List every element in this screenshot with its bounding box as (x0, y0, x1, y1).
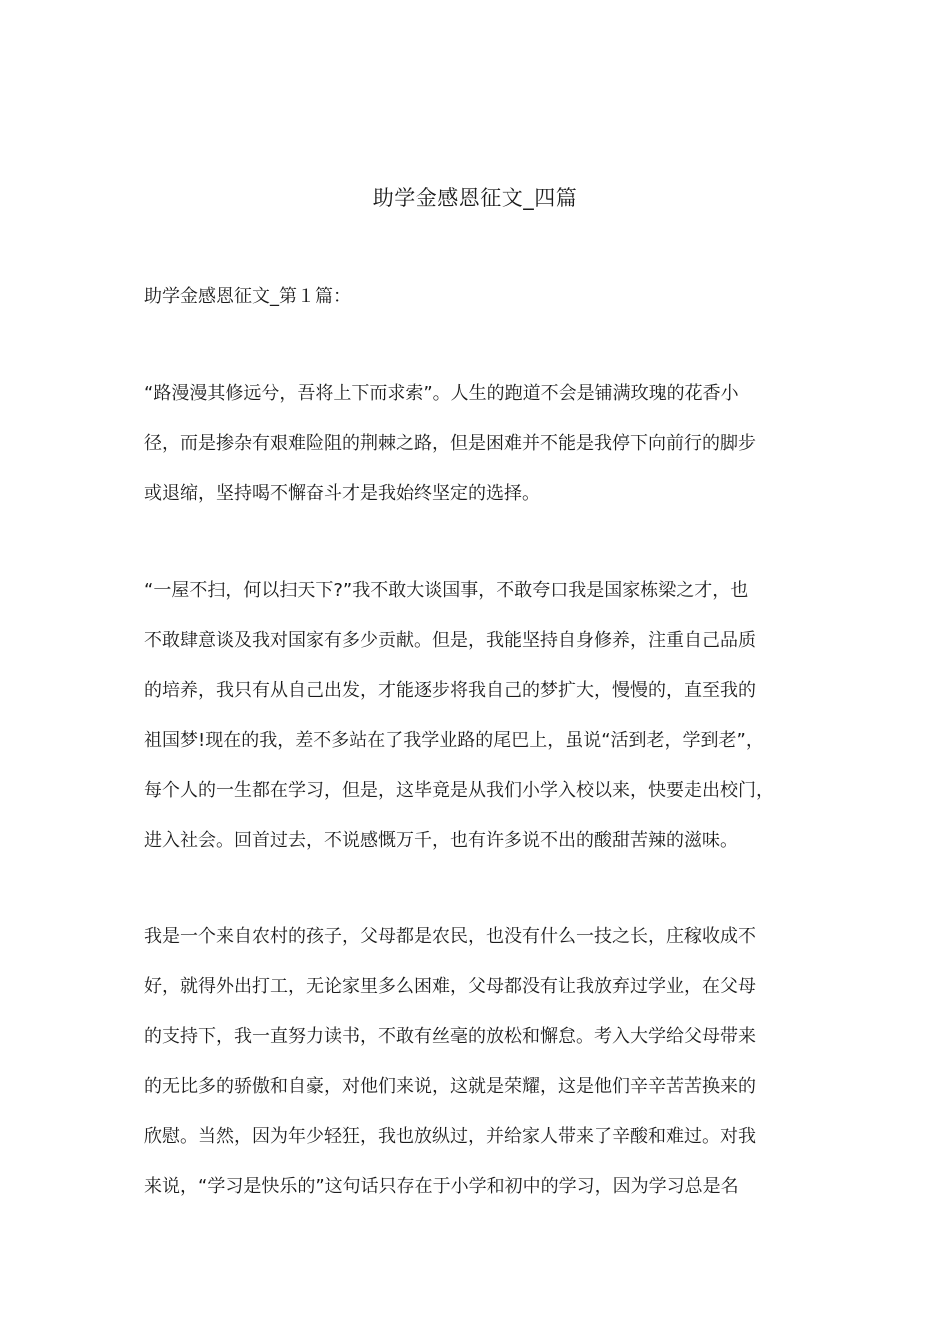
document-title: 助学金感恩征文_四篇 (372, 186, 578, 210)
paragraph-line: “一屋不扫，何以扫天下?”我不敢大谈国事，不敢夸口我是国家栋梁之才，也 (144, 580, 749, 601)
paragraph-line: 径，而是掺杂有艰难险阻的荆棘之路，但是困难并不能是我停下向前行的脚步 (144, 433, 756, 454)
paragraph-line: 欣慰。当然，因为年少轻狂，我也放纵过，并给家人带来了辛酸和难过。对我 (144, 1126, 756, 1147)
paragraph-line: 祖国梦!现在的我，差不多站在了我学业路的尾巴上，虽说“活到老，学到老”， (144, 730, 764, 751)
section-heading: 助学金感恩征文_第１篇： (144, 286, 351, 307)
paragraph-line: 来说，“学习是快乐的”这句话只存在于小学和初中的学习，因为学习总是名 (144, 1176, 739, 1197)
paragraph-line: 或退缩，坚持喝不懈奋斗才是我始终坚定的选择。 (144, 483, 540, 504)
paragraph-line: “路漫漫其修远兮，吾将上下而求索”。人生的跑道不会是铺满玫瑰的花香小 (144, 383, 739, 404)
paragraph-line: 的培养，我只有从自己出发，才能逐步将我自己的梦扩大，慢慢的，直至我的 (144, 680, 756, 701)
paragraph-line: 每个人的一生都在学习，但是，这毕竟是从我们小学入校以来，快要走出校门， (144, 780, 774, 801)
paragraph-line: 我是一个来自农村的孩子，父母都是农民，也没有什么一技之长，庄稼收成不 (144, 926, 756, 947)
paragraph-line: 的支持下，我一直努力读书，不敢有丝毫的放松和懈怠。考入大学给父母带来 (144, 1026, 756, 1047)
paragraph-line: 不敢肆意谈及我对国家有多少贡献。但是，我能坚持自身修养，注重自己品质 (144, 630, 756, 651)
paragraph-line: 进入社会。回首过去，不说感慨万千，也有许多说不出的酸甜苦辣的滋味。 (144, 830, 738, 851)
paragraph-line: 的无比多的骄傲和自豪，对他们来说，这就是荣耀，这是他们辛辛苦苦换来的 (144, 1076, 756, 1097)
paragraph-line: 好，就得外出打工，无论家里多么困难，父母都没有让我放弃过学业，在父母 (144, 976, 756, 997)
